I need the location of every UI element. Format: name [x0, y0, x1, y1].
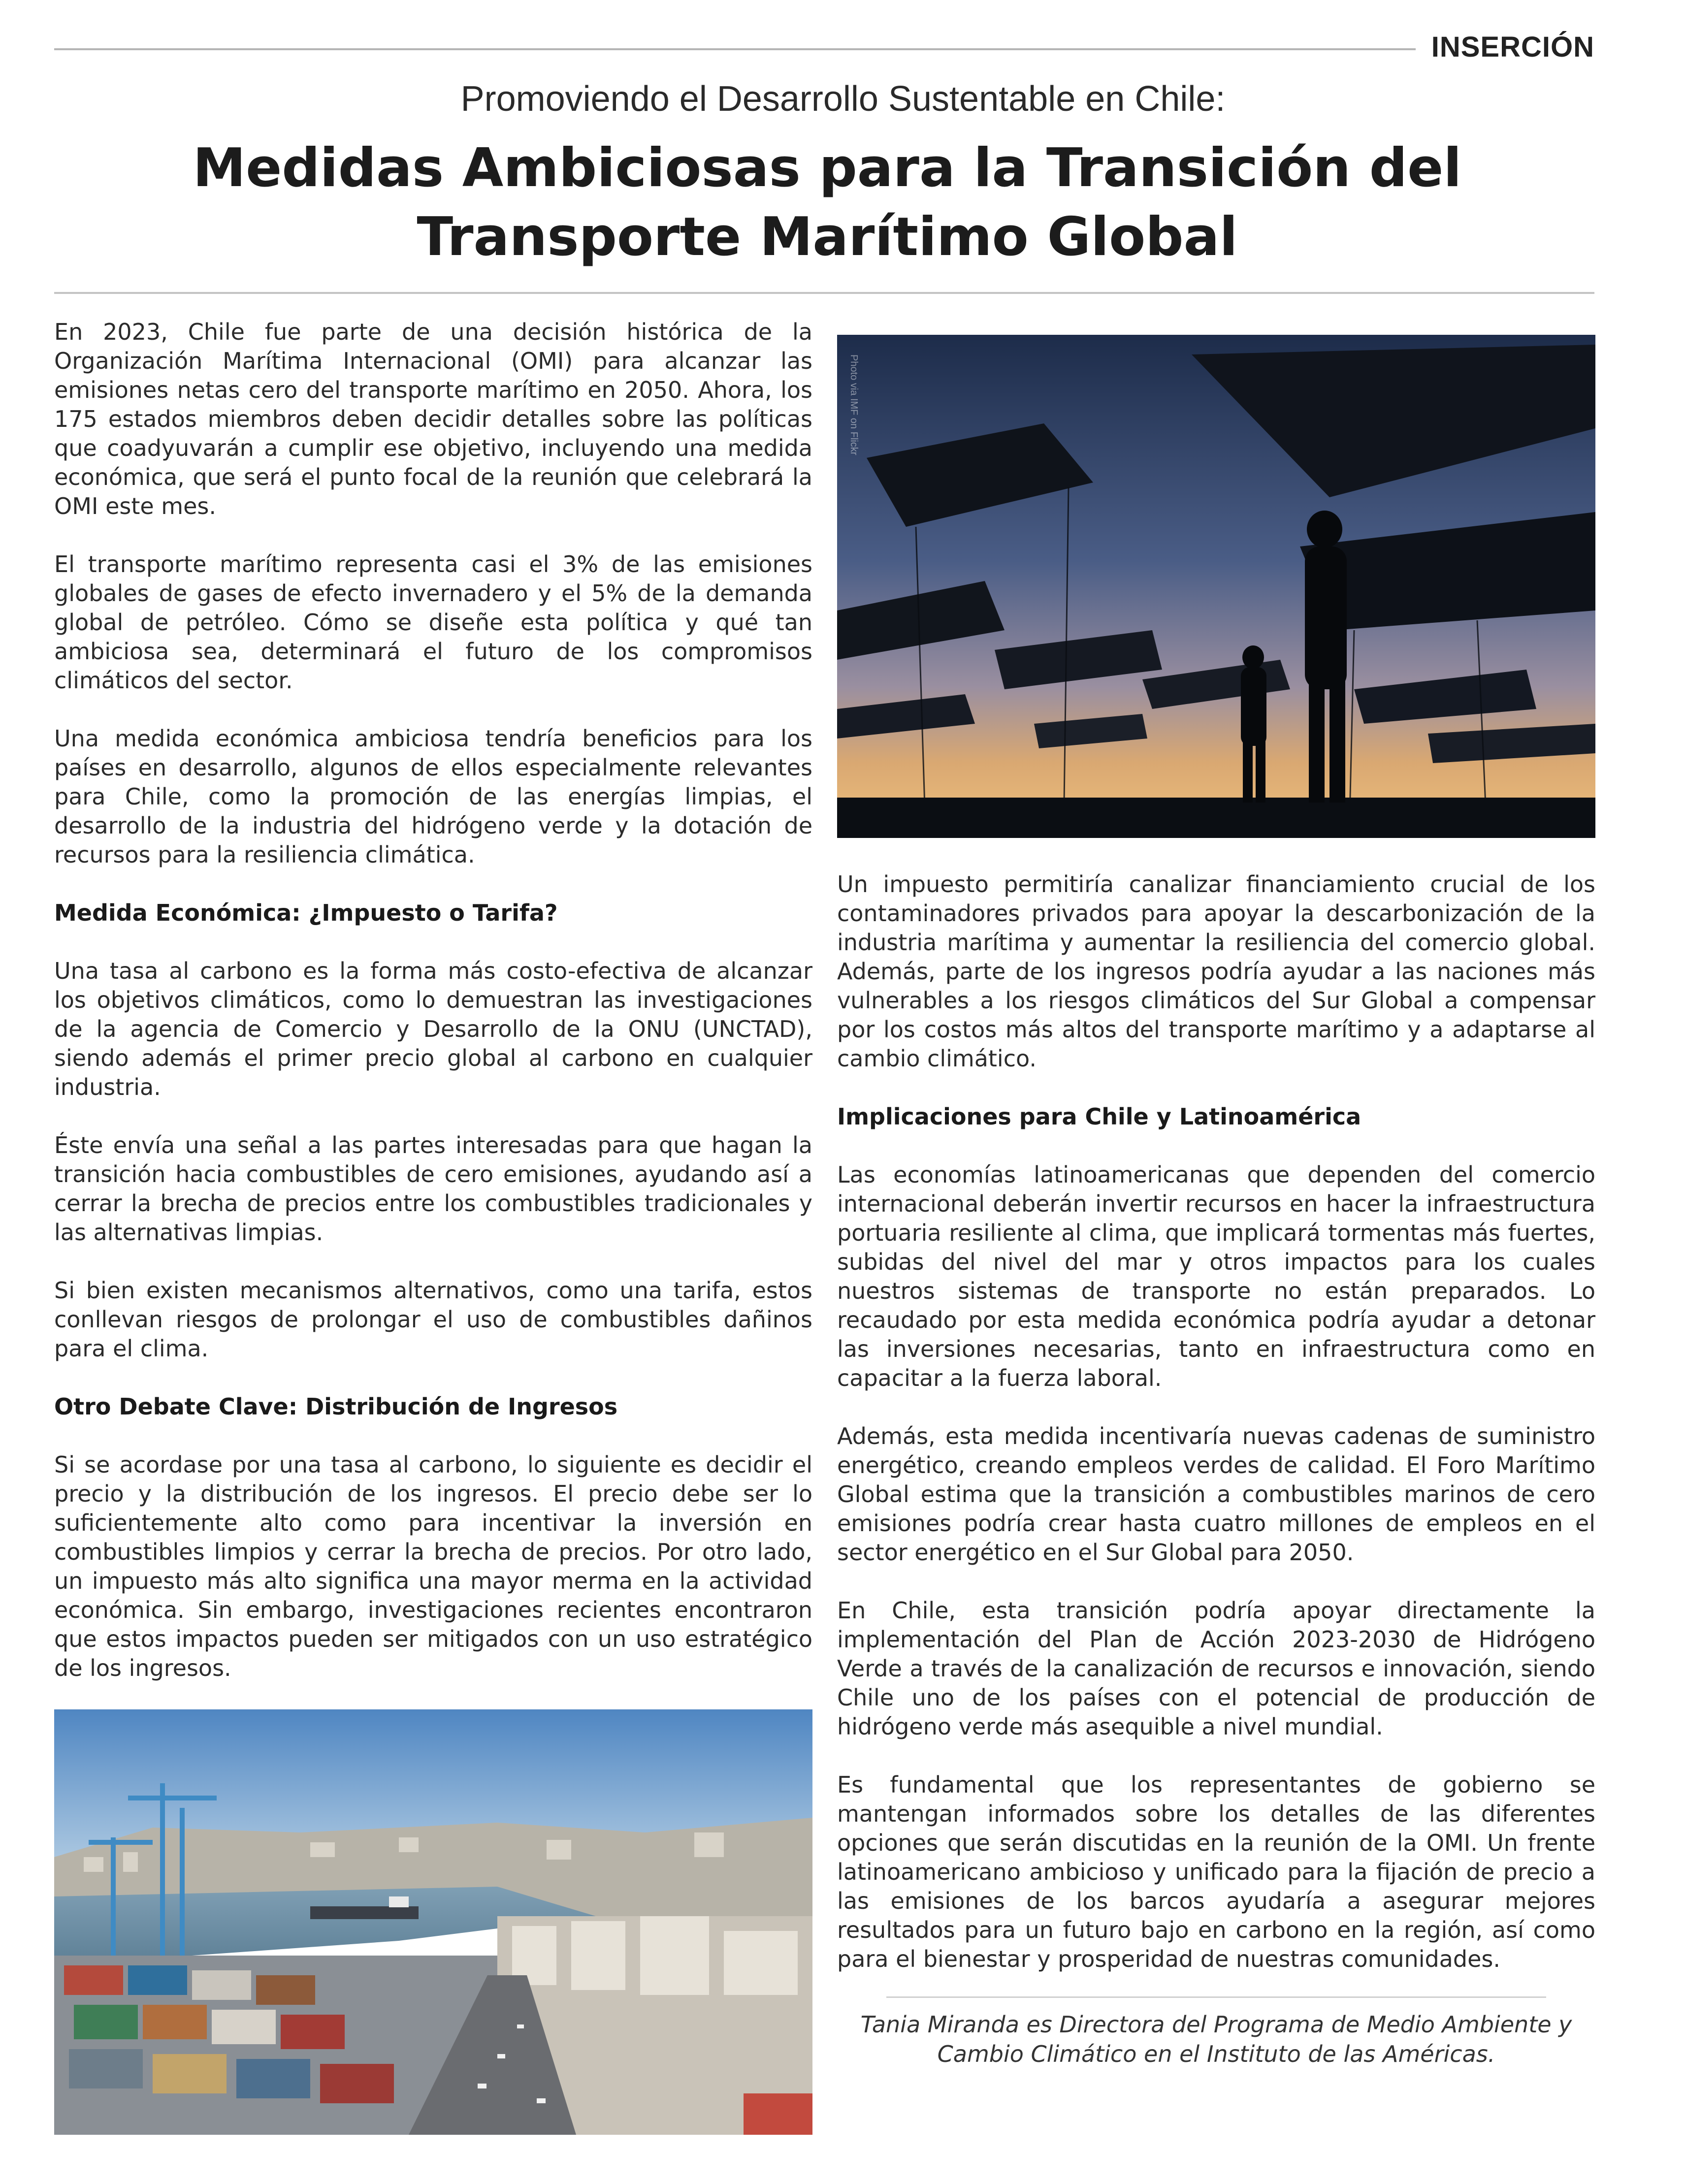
paragraph: En 2023, Chile fue parte de una decisión histórica de la Organización Marítima Internacional (OMI) para alcanzar las emisiones netas cero del transporte marítimo en 2050. Ahora, los 175 estados miembros deben decidir detalles sobre las políticas que coadyuvarán a cumplir ese objetivo, incluyendo una medida económica, que será el punto focal de la reunión que celebrará la OMI este mes. [54, 319, 812, 519]
paragraph: Las economías latinoamericanas que dependen del comercio internacional deberán invertir recursos en hacer la infraestructura portuaria resiliente al clima, que implicará tormentas más fuertes, subidas del nivel del mar y otros impactos para los cuales nuestros sistemas de transporte no están preparados. Lo recaudado por esta medida económica podría ayudar a detonar las inversiones necesarias, tanto en infraestructura como en capacitar a la fuerza laboral. [837, 1161, 1595, 1391]
right-column [837, 870, 1595, 2003]
kicker: Promoviendo el Desarrollo Sustentable en Chile: [460, 79, 1226, 119]
subheading: Implicaciones para Chile y Latinoamérica [837, 1103, 1362, 1130]
author-byline: Tania Miranda es Directora del Programa de Medio Ambiente y Cambio Climático en el Instituto de las Américas. [860, 2011, 1572, 2067]
paragraph: Además, esta medida incentivaría nuevas cadenas de suministro energético, creando empleos verdes de calidad. El Foro Marítimo Global estima que la transición a combustibles marinos de cero emisiones podría crear hasta cuatro millones de empleos en el sector energético en el Sur Global para 2050. [837, 1423, 1595, 1566]
paragraph: En Chile, esta transición podría apoyar directamente la implementación del Plan de Acción 2023-2030 de Hidrógeno Verde a través de la canalización de recursos e innovación, siendo Chile uno de los países con el potencial de producción de hidrógeno verde más asequible a nivel mundial. [837, 1597, 1595, 1740]
port-photo [54, 1709, 812, 2135]
top-rule [54, 48, 1416, 50]
subheading: Medida Económica: ¿Impuesto o Tarifa? [54, 899, 558, 926]
subheading: Otro Debate Clave: Distribución de Ingresos [54, 1393, 618, 1420]
left-column [54, 318, 812, 1712]
paragraph: El transporte marítimo representa casi el 3% de las emisiones globales de gases de efecto invernadero y el 5% de la demanda global de petróleo. Cómo se diseñe esta política y qué tan ambiciosa sea, determinará el futuro de los compromisos climáticos del sector. [54, 551, 812, 694]
section-label: INSERCIÓN [1431, 31, 1594, 63]
headline-rule [54, 292, 1594, 294]
solar-panels-photo [837, 335, 1595, 838]
paragraph: Una tasa al carbono es la forma más costo-efectiva de alcanzar los objetivos climáticos, como lo demuestran las investigaciones de la agencia de Comercio y Desarrollo de la ONU (UNCTAD), siendo además el primer precio global al carbono en cualquier industria. [54, 958, 812, 1100]
paragraph: Una medida económica ambiciosa tendría beneficios para los países en desarrollo, algunos de ellos especialmente relevantes para Chile, como la promoción de las energías limpias, el desarrollo de la industria del hidrógeno verde y la dotación de recursos para la resiliencia climática. [54, 725, 812, 868]
photo-credit: Photo via IMF on Flickr [848, 354, 859, 455]
paragraph: Es fundamental que los representantes de gobierno se mantengan informados sobre los detalles de las diferentes opciones que serán discutidas en la reunión de la OMI. Un frente latinoamericano ambicioso y unificado para la fijación de precio a las emisiones de los barcos ayudaría a asegurar mejores resultados para un futuro bajo en carbono en la región, así como para el bienestar y prosperidad de nuestras comunidades. [837, 1771, 1595, 1972]
paragraph: Si se acordase por una tasa al carbono, lo siguiente es decidir el precio y la distribución de los ingresos. El precio debe ser lo suficientemente alto como para incentivar la inversión en combustibles limpios y cerrar la brecha de precios. Por otro lado, un impuesto más alto significa una mayor merma en la actividad económica. Sin embargo, investigaciones recientes encontraron que estos impactos pueden ser mitigados con un uso estratégico de los ingresos. [54, 1451, 812, 1681]
paragraph: Un impuesto permitiría canalizar financiamiento crucial de los contaminadores privados para apoyar la descarbonización de la industria marítima y aumentar la resiliencia del comercio global. Además, parte de los ingresos podría ayudar a las naciones más vulnerables a los riesgos climáticos del Sur Global a compensar por los costos más altos del transporte marítimo y a adaptarse al cambio climático. [837, 871, 1595, 1072]
paragraph: Éste envía una señal a las partes interesadas para que hagan la transición hacia combustibles de cero emisiones, ayudando así a cerrar la brecha de precios entre los combustibles tradicionales y las alternativas limpias. [54, 1132, 812, 1246]
paragraph: Si bien existen mecanismos alternativos, como una tarifa, estos conllevan riesgos de prolongar el uso de combustibles dañinos para el clima. [54, 1277, 812, 1362]
headline: Medidas Ambiciosas para la Transición del Transporte Marítimo Global [193, 137, 1462, 268]
byline-rule [886, 1996, 1546, 1998]
